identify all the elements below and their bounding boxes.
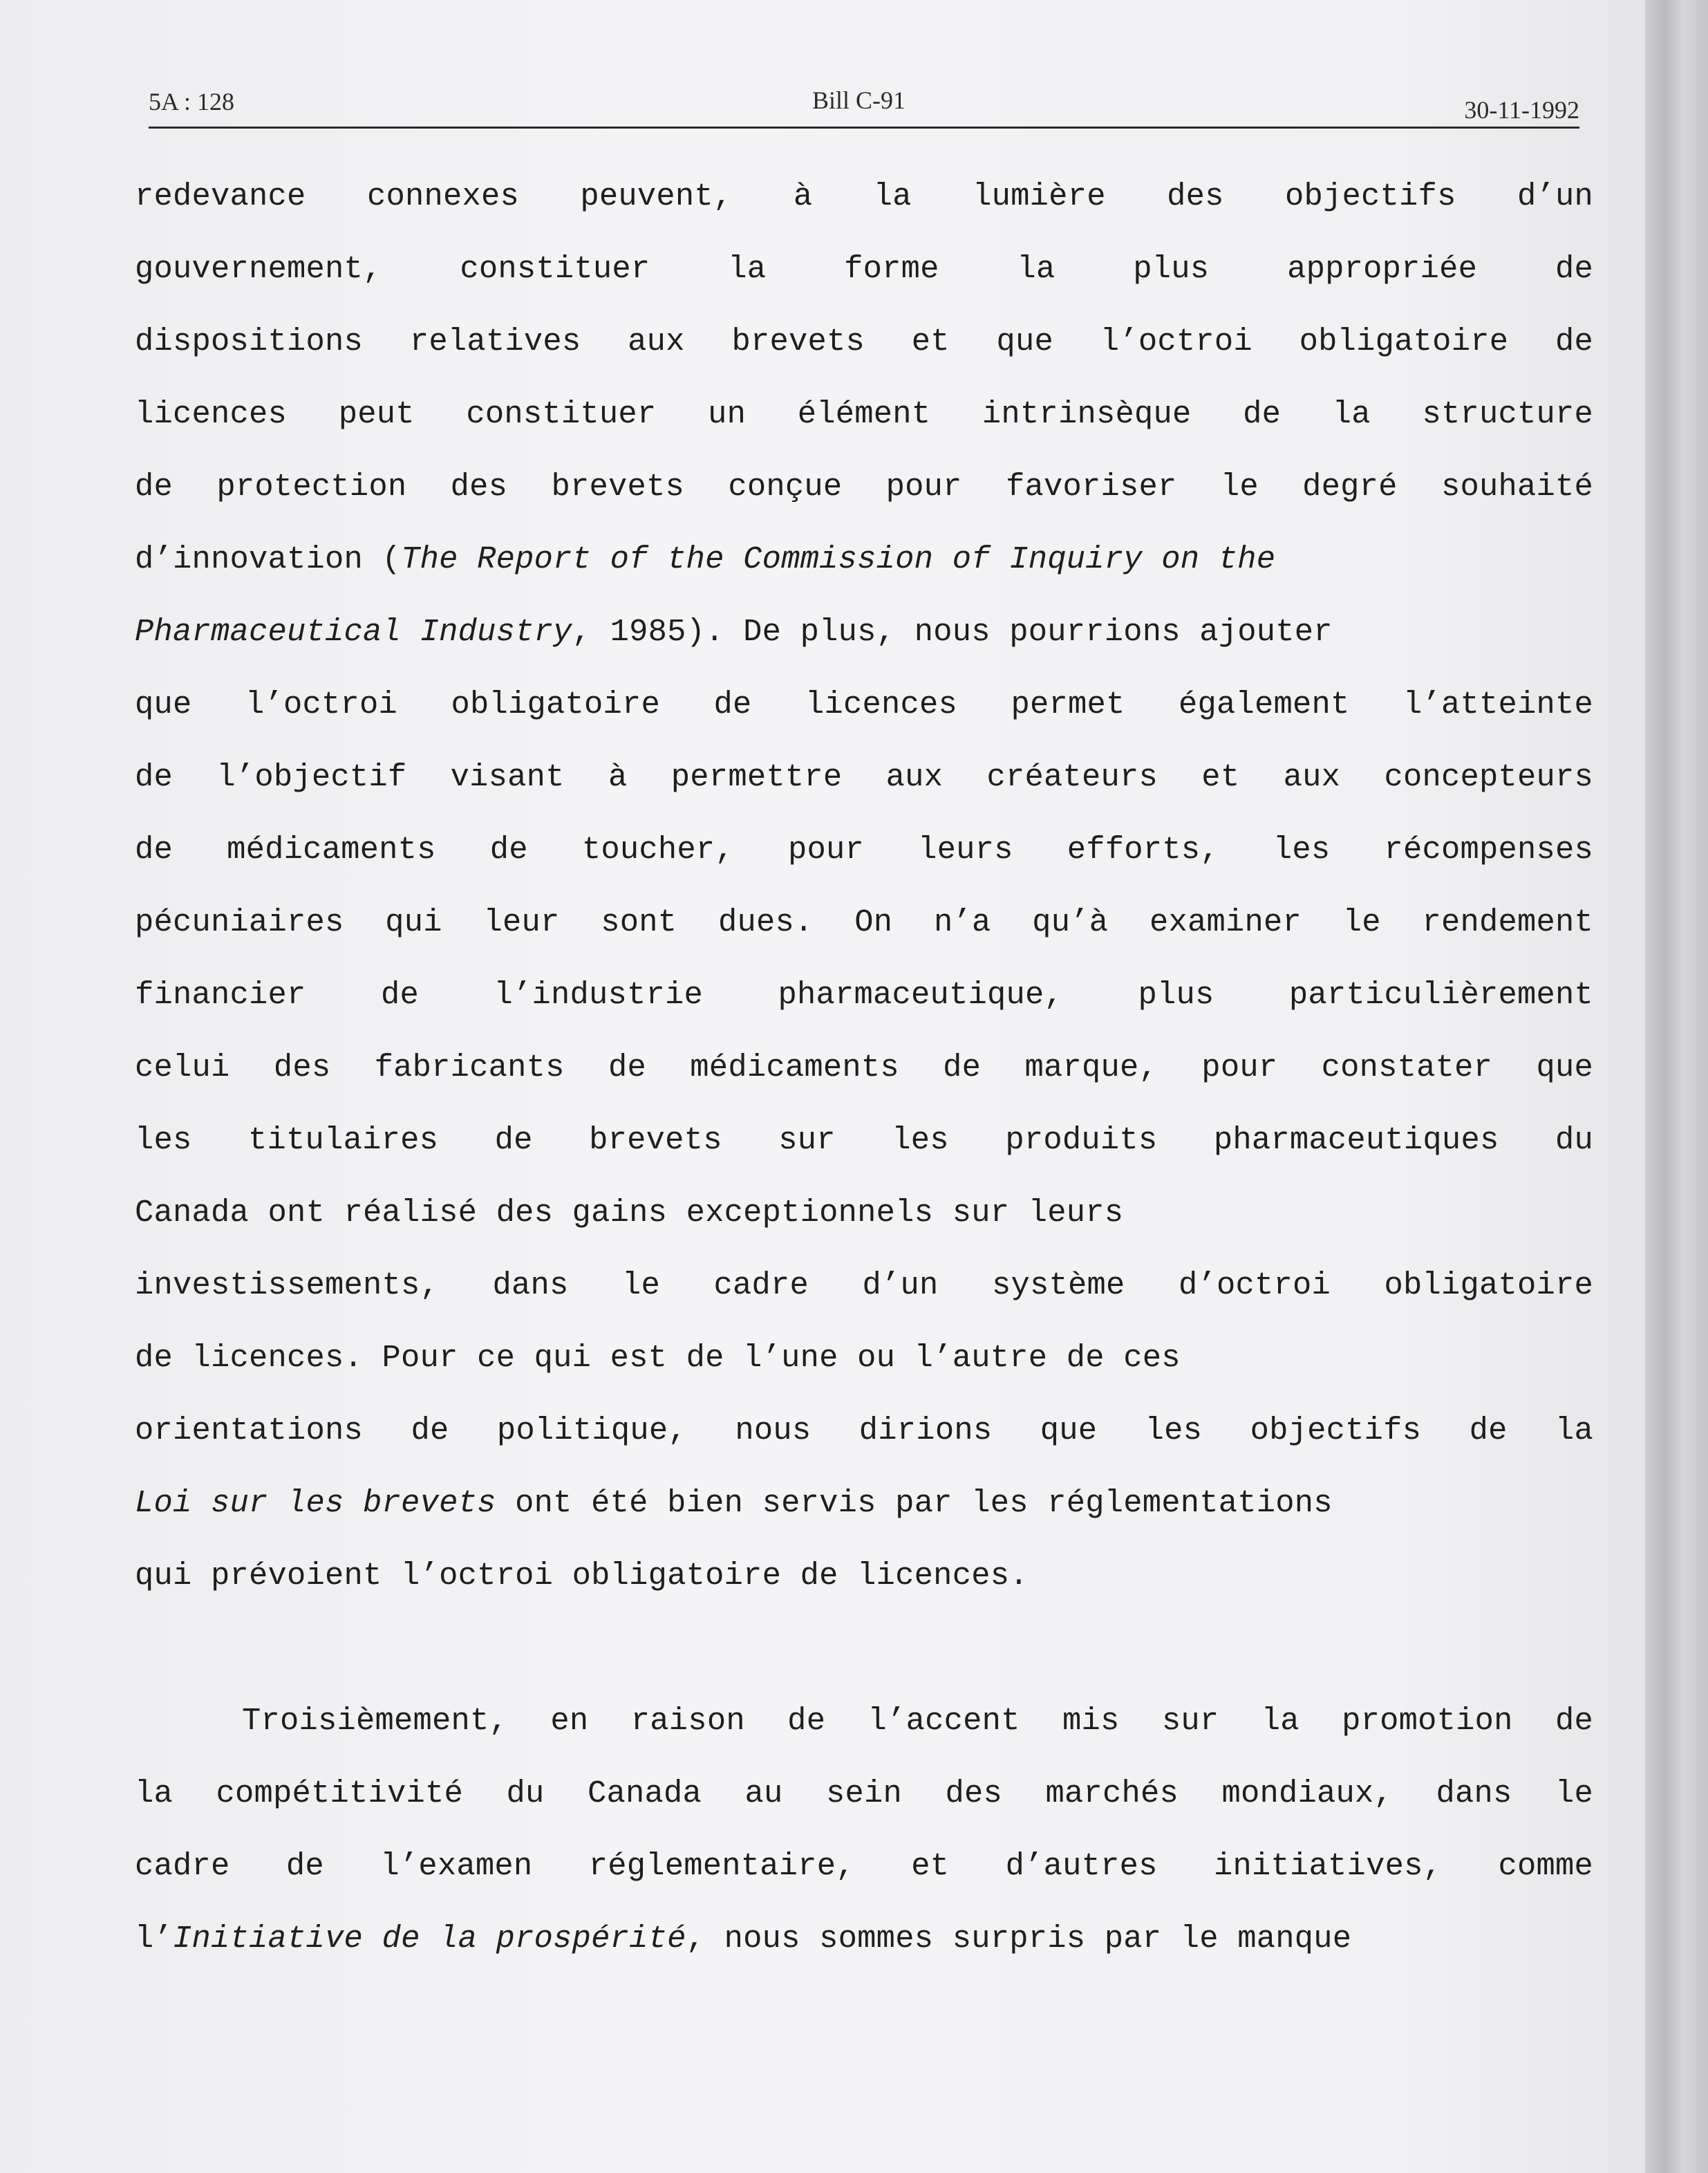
body-text [135,160,1593,1975]
text-line: que l’octroi obligatoire de licences permet également l’atteinte [135,687,1593,722]
cited-report-title-cont: Pharmaceutical Industry [135,614,572,650]
cited-report-title: The Report of the Commission of Inquiry on the [401,541,1276,577]
text-line: pécuniaires qui leur sont dues. On n’a qu’à examiner le rendement [135,904,1593,940]
paragraph-gap [135,1612,1593,1685]
text-segment: , 1985). De plus, nous pourrions ajouter [572,614,1333,650]
text-line: financier de l’industrie pharmaceutique, plus particulièrement [135,977,1593,1013]
bill-title: Bill C-91 [812,86,906,114]
text-segment: d’innovation ( [135,541,402,577]
text-line: Troisièmement, en raison de l’accent mis sur la promotion de [242,1703,1593,1739]
text-line: de licences. Pour ce qui est de l’une ou l’autre de ces [135,1340,1181,1376]
text-line: licences peut constituer un élément intrinsèque de la structure [135,396,1593,432]
text-line: de médicaments de toucher, pour leurs efforts, les récompenses [135,832,1593,868]
text-line: orientations de politique, nous dirions que les objectifs de la [135,1412,1593,1448]
text-segment: , nous sommes surpris par le manque [686,1921,1352,1957]
text-line [135,596,1593,669]
text-line: de protection des brevets conçue pour favoriser le degré souhaité [135,469,1593,505]
text-line: celui des fabricants de médicaments de marque, pour constater que [135,1050,1593,1085]
initiative-title: Initiative de la prospérité [173,1921,686,1957]
text-line: investissements, dans le cadre d’un système d’octroi obligatoire [135,1267,1593,1303]
text-segment: l’ [135,1921,173,1957]
header-date: 30-11-1992 [1464,96,1579,124]
text-line: cadre de l’examen réglementaire, et d’autres initiatives, comme [135,1848,1593,1884]
text-line: redevance connexes peuvent, à la lumière des objectifs d’un [135,178,1593,214]
page-header [149,83,1579,131]
text-line [135,1467,1593,1540]
header-divider [149,127,1579,129]
text-segment: ont été bien servis par les réglementations [496,1485,1333,1521]
page-reference: 5A : 128 [149,88,235,115]
text-line: Canada ont réalisé des gains exceptionnels sur leurs [135,1195,1124,1231]
text-line: de l’objectif visant à permettre aux créateurs et aux concepteurs [135,759,1593,795]
law-title: Loi sur les brevets [135,1485,496,1521]
text-line: gouvernement, constituer la forme la plus appropriée de [135,251,1593,287]
text-line: qui prévoient l’octroi obligatoire de licences. [135,1558,1029,1594]
text-line: la compétitivité du Canada au sein des marchés mondiaux, dans le [135,1775,1593,1811]
text-line [135,523,1593,596]
text-line [135,1903,1593,1975]
text-line: dispositions relatives aux brevets et que l’octroi obligatoire de [135,324,1593,360]
page-edge-shadow [1645,0,1708,2173]
text-line: les titulaires de brevets sur les produits pharmaceutiques du [135,1122,1593,1158]
